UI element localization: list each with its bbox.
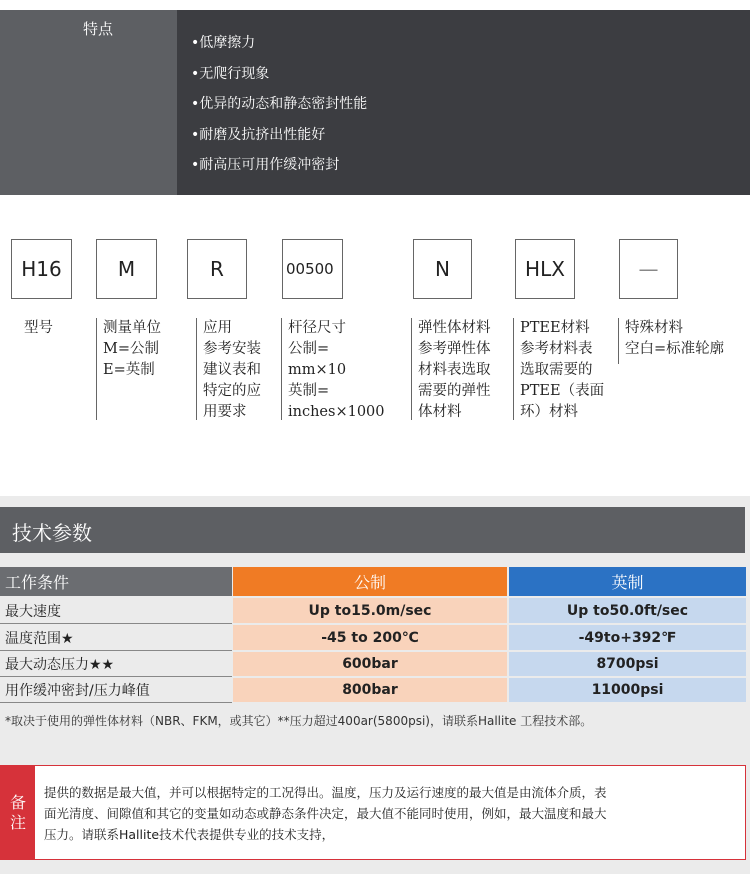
code-desc-line: 用要求 bbox=[203, 404, 247, 420]
code-desc-special bbox=[618, 318, 724, 364]
code-desc-line: 特殊材料 bbox=[625, 320, 683, 336]
code-desc-line: M=公制 bbox=[103, 341, 159, 357]
table-row bbox=[0, 598, 750, 623]
remarks-line: 面光清度、间隙值和其它的变量如动态或静态条件决定，最大值不能同时使用，例如，最大温度和最大 bbox=[44, 806, 607, 821]
row-metric-value: 600bar bbox=[233, 652, 507, 676]
code-desc-line: 特定的应 bbox=[203, 383, 261, 399]
remarks-text bbox=[44, 782, 714, 845]
remarks-tag bbox=[1, 766, 35, 859]
features-label: 特点 bbox=[83, 20, 114, 38]
code-box-unit: M bbox=[96, 239, 157, 299]
code-desc-line: 型号 bbox=[24, 320, 53, 336]
table-row bbox=[0, 625, 750, 650]
code-desc-line: 需要的弹性 bbox=[418, 383, 491, 399]
header-condition: 工作条件 bbox=[0, 567, 232, 596]
code-desc-rod-size bbox=[281, 318, 385, 420]
code-desc-elastomer bbox=[411, 318, 491, 420]
feature-item: •优异的动态和静态密封性能 bbox=[191, 96, 368, 112]
code-desc-line: E=英制 bbox=[103, 362, 155, 378]
row-metric-value: Up to15.0m/sec bbox=[233, 598, 507, 623]
code-box-rod-size: 00500 bbox=[282, 239, 343, 299]
row-imperial-value: 11000psi bbox=[509, 678, 746, 702]
code-desc-line: 参考弹性体 bbox=[418, 341, 491, 357]
remarks-tag-char: 备 bbox=[9, 792, 26, 812]
code-desc-line: 测量单位 bbox=[103, 320, 161, 336]
row-imperial-value: -49to+392℉ bbox=[509, 625, 746, 650]
table-row bbox=[0, 678, 750, 702]
feature-item: •耐高压可用作缓冲密封 bbox=[191, 157, 340, 173]
row-divider bbox=[0, 623, 232, 624]
features-label-panel bbox=[0, 10, 177, 195]
code-desc-line: 公制= bbox=[288, 341, 330, 357]
table-row bbox=[0, 652, 750, 676]
code-desc-ptfe bbox=[513, 318, 604, 420]
code-box-model: H16 bbox=[11, 239, 72, 299]
remarks-box bbox=[0, 765, 746, 860]
code-box-elastomer: N bbox=[413, 239, 472, 299]
row-label: 最大速度 bbox=[5, 603, 61, 620]
header-imperial: 英制 bbox=[509, 567, 746, 596]
code-desc-line: 体材料 bbox=[418, 404, 462, 420]
remarks-line: 压力。请联系Hallite技术代表提供专业的技术支持， bbox=[44, 827, 335, 842]
table-header-row bbox=[0, 567, 750, 596]
tech-header bbox=[0, 507, 745, 553]
row-label: 温度范围★ bbox=[5, 630, 74, 647]
code-desc-unit bbox=[96, 318, 161, 420]
code-desc-line: 空白=标准轮廓 bbox=[625, 341, 725, 357]
features-list bbox=[177, 10, 750, 195]
header-metric: 公制 bbox=[233, 567, 507, 596]
row-label: 用作缓冲密封/压力峰值 bbox=[5, 683, 150, 699]
code-box-special: — bbox=[619, 239, 678, 299]
remarks-tag-char: 注 bbox=[9, 812, 26, 832]
row-divider bbox=[0, 650, 232, 651]
code-desc-line: 杆径尺寸 bbox=[288, 320, 346, 336]
code-desc-line: inches×1000 bbox=[288, 404, 385, 420]
code-desc-line: 材料表选取 bbox=[418, 362, 491, 378]
code-desc-line: 选取需要的 bbox=[520, 362, 593, 378]
row-divider bbox=[0, 676, 232, 677]
code-desc-line: mm×10 bbox=[288, 362, 347, 378]
code-box-ptfe: HLX bbox=[515, 239, 575, 299]
feature-item: •低摩擦力 bbox=[191, 35, 256, 51]
row-imperial-value: 8700psi bbox=[509, 652, 746, 676]
code-desc-line: PTEE（表面 bbox=[520, 383, 605, 399]
code-desc-line: 应用 bbox=[203, 320, 232, 336]
remarks-line: 提供的数据是最大值，并可以根据特定的工况得出。温度，压力及运行速度的最大值是由流体介质，表 bbox=[44, 785, 607, 800]
code-box-application: R bbox=[187, 239, 247, 299]
code-desc-line: 英制= bbox=[288, 383, 330, 399]
code-desc-line: 参考材料表 bbox=[520, 341, 593, 357]
code-desc-line: 参考安装 bbox=[203, 341, 261, 357]
code-desc-line: 环）材料 bbox=[520, 404, 578, 420]
row-metric-value: -45 to 200℃ bbox=[233, 625, 507, 650]
tech-title: 技术参数 bbox=[12, 521, 92, 545]
row-metric-value: 800bar bbox=[233, 678, 507, 702]
code-desc-line: 弹性体材料 bbox=[418, 320, 491, 336]
code-desc-application bbox=[196, 318, 261, 420]
table-footnote: *取决于使用的弹性体材料（NBR、FKM，或其它）**压力超过400ar(5800psi)，请联系Hallite 工程技术部。 bbox=[5, 714, 593, 728]
feature-item: •耐磨及抗挤出性能好 bbox=[191, 126, 326, 143]
row-divider bbox=[0, 702, 232, 703]
feature-item: •无爬行现象 bbox=[191, 65, 270, 82]
row-label: 最大动态压力★★ bbox=[5, 657, 115, 673]
code-desc-line: PTEE材料 bbox=[520, 320, 590, 336]
row-imperial-value: Up to50.0ft/sec bbox=[509, 598, 746, 623]
features-section bbox=[0, 10, 750, 195]
code-desc-line: 建议表和 bbox=[203, 362, 261, 378]
code-desc-model bbox=[18, 318, 53, 339]
